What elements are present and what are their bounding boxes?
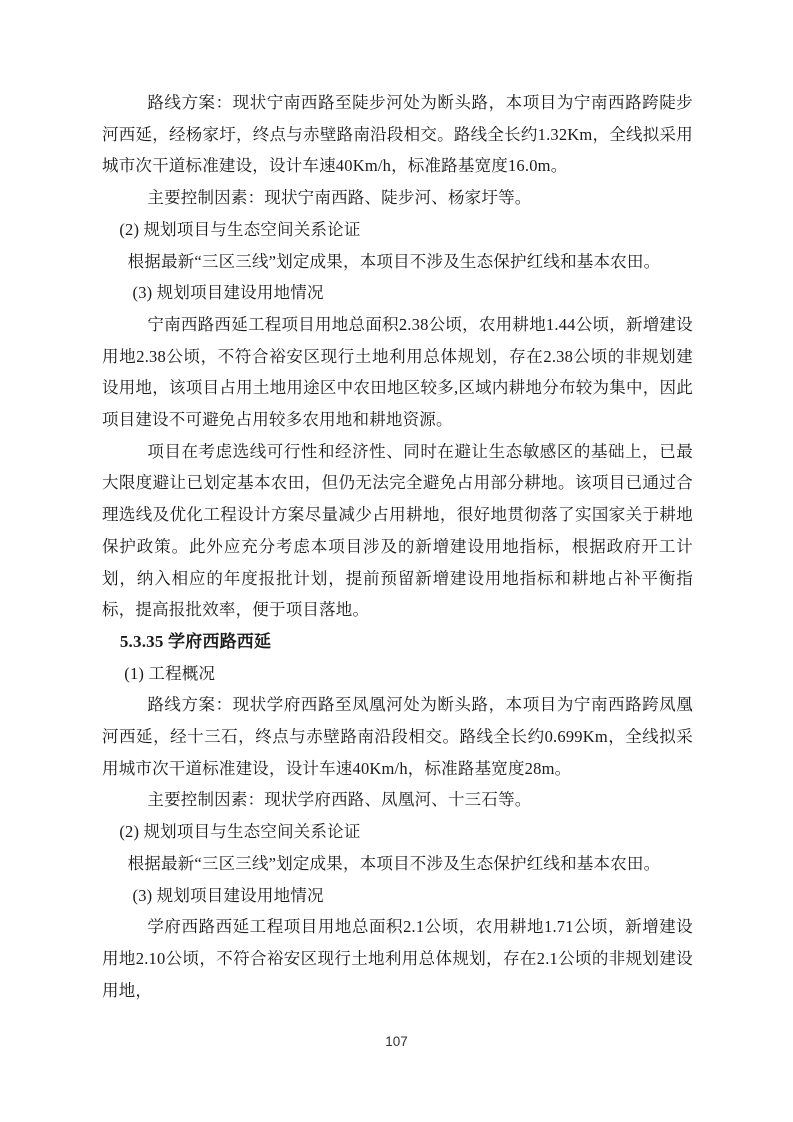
paragraph-farmland-policy: 项目在考虑选线可行性和经济性、同时在避让生态敏感区的基础上，已最大限度避让已划定基本农田，但仍无法完全避免占用部分耕地。该项目已通过合理选线及优化工程设计方案尽量减少占用耕地，很好地贯彻落了实国家关于耕地保护政策。此外应充分考虑本项目涉及的新增建设用地指标，根据政府开工计划，纳入相应的年度报批计划，提前预留新增建设用地指标和耕地占补平衡指标，提高报批效率，便于项目落地。 [102,441,693,620]
paragraph-route-plan-ningnan: 路线方案：现状宁南西路至陡步河处为断头路，本项目为宁南西路跨陡步河西延，经杨家圩，终点与赤壁路南沿段相交。路线全长约1.32Km，全线拟采用城市次干道标准建设，设计车速40Km/h，标准路基宽度16.0m。 [102,93,693,176]
paragraph-land-use-xuefu: 学府西路西延工程项目用地总面积2.1公顷，农用耕地1.71公顷，新增建设用地2.10公顷，不符合裕安区现行土地利用总体规划，存在2.1公顷的非规划建设用地， [102,917,693,1000]
item-heading-eco-relation-ningnan: (2) 规划项目与生态空间关系论证 [119,219,361,239]
item-heading-land-use-ningnan: (3) 规划项目建设用地情况 [132,283,324,303]
paragraph-eco-space-ningnan: 根据最新“三区三线”划定成果，本项目不涉及生态保护红线和基本农田。 [127,251,661,271]
item-heading-eco-relation-xuefu: (2) 规划项目与生态空间关系论证 [119,822,361,842]
item-heading-land-use-xuefu: (3) 规划项目建设用地情况 [132,885,324,905]
paragraph-control-factors-ningnan: 主要控制因素：现状宁南西路、陡步河、杨家圩等。 [147,188,532,208]
page-number: 107 [385,1034,408,1049]
item-heading-project-overview-xuefu: (1) 工程概况 [124,663,216,683]
paragraph-control-factors-xuefu: 主要控制因素：现状学府西路、凤凰河、十三石等。 [147,790,532,810]
page-body [102,87,693,1006]
section-heading-xuefu: 5.3.35 学府西路西延 [119,631,272,651]
paragraph-land-use-ningnan: 宁南西路西延工程项目用地总面积2.38公顷，农用耕地1.44公顷，新增建设用地2.38公顷，不符合裕安区现行土地利用总体规划，存在2.38公顷的非规划建设用地，该项目占用土地用途区中农田地区较多,区域内耕地分布较为集中，因此项目建设不可避免占用较多农用地和耕地资源。 [102,314,693,430]
paragraph-eco-space-xuefu: 根据最新“三区三线”划定成果，本项目不涉及生态保护红线和基本农田。 [127,853,661,873]
paragraph-route-plan-xuefu: 路线方案：现状学府西路至凤凰河处为断头路，本项目为宁南西路跨凤凰河西延，经十三石，终点与赤壁路南沿段相交。路线全长约0.699Km，全线拟采用城市次干道标准建设，设计车速40Km/h，标准路基宽度28m。 [102,695,693,778]
